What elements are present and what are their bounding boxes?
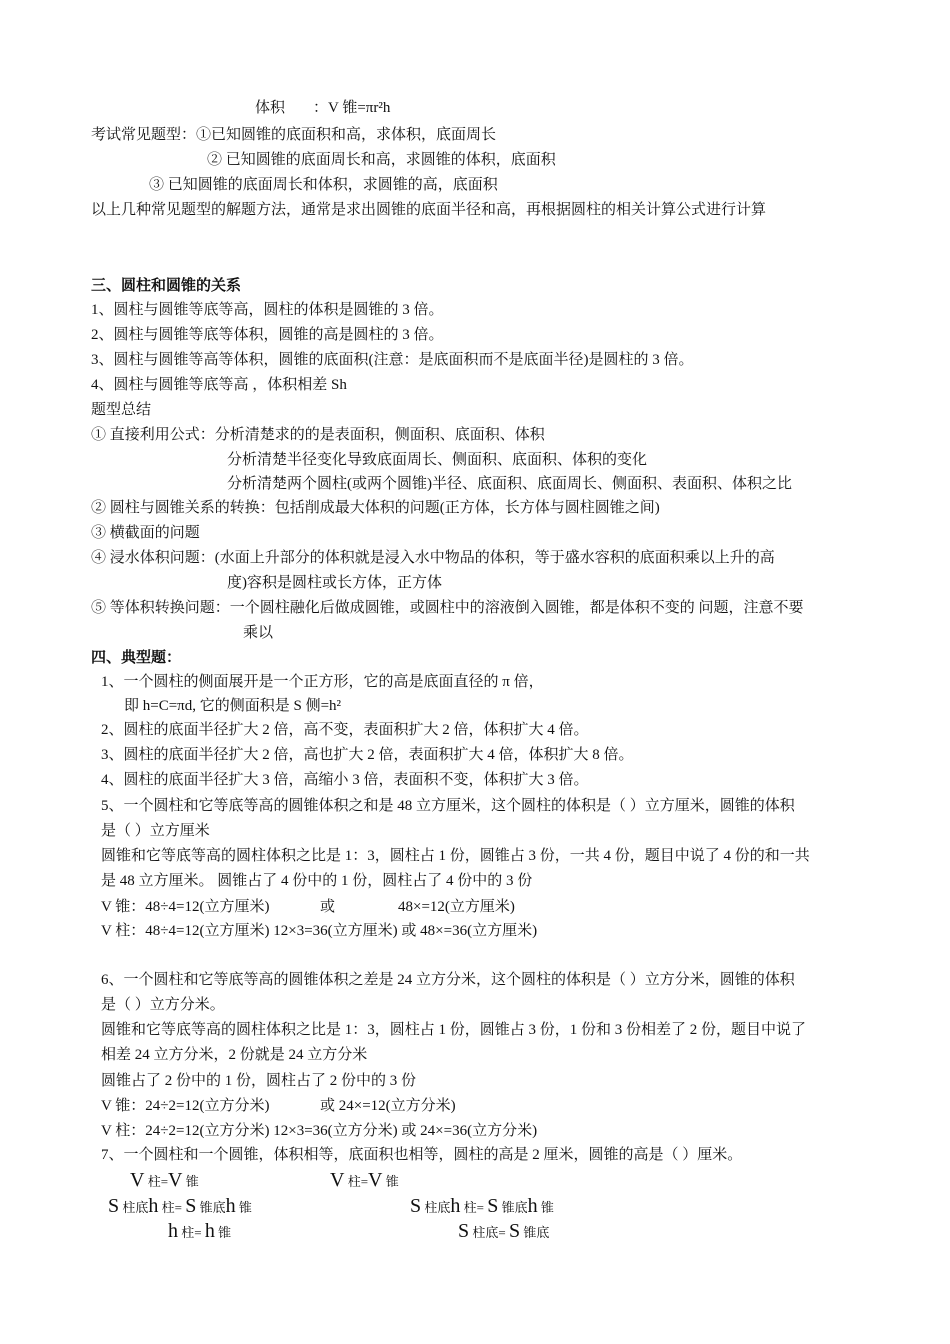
volume-formula: [255, 98, 390, 118]
problem-6e: 圆锥占了 2 份中的 1 份，圆柱占了 2 份中的 3 份: [101, 1073, 417, 1089]
sym: h: [225, 1195, 236, 1217]
problem-7: 7、一个圆柱和一个圆锥，体积相等，底面积也相等，圆柱的高是 2 厘米，圆锥的高是（ ）厘米。: [101, 1147, 743, 1163]
sub: 柱=: [344, 1174, 369, 1189]
deriv-left-row-3: [168, 1221, 231, 1243]
problem-5e-alt: 48×=12(立方厘米): [398, 899, 515, 915]
deriv-right-row-1: [330, 1170, 399, 1192]
summary-1c: 分析清楚两个圆柱(或两个圆锥)半径、底面积、底面周长、侧面积、表面积、体积之比: [227, 476, 792, 492]
problem-5e-or: 或: [320, 899, 336, 915]
exam-q1: ①已知圆锥的底面积和高，求体积，底面周长: [196, 127, 497, 143]
sub: 柱底: [119, 1200, 149, 1215]
problem-5c: 圆锥和它等底等高的圆柱体积之比是 1：3，圆柱占 1 份，圆锥占 3 份，一共 4 份，题目中说了 4 份的和一共: [101, 848, 810, 864]
problem-6b: 是（ ）立方分米。: [101, 997, 225, 1013]
sym: h: [204, 1220, 215, 1242]
problem-5d: 是 48 立方厘米。 圆锥占了 4 份中的 1 份，圆柱占了 4 份中的 3 份: [101, 873, 533, 889]
deriv-left-row-2: [108, 1196, 252, 1218]
exam-question-3: ③ 已知圆锥的底面周长和体积，求圆锥的高，底面积: [149, 177, 498, 193]
formula-colon: ：: [313, 100, 329, 116]
sub: 柱=: [178, 1225, 205, 1240]
sub: 锥底: [498, 1200, 528, 1215]
sym: S: [108, 1195, 120, 1217]
problem-1a: 1、一个圆柱的侧面展开是一个正方形，它的高是底面直径的 π 倍，: [101, 674, 544, 690]
sym: V: [368, 1169, 383, 1191]
relation-4: 4、圆柱与圆锥等底等高 ，体积相差 Sh: [91, 377, 347, 393]
exam-method: 以上几种常见题型的解题方法，通常是求出圆锥的底面半径和高，再根据圆柱的相关计算公式进行计算: [91, 202, 767, 218]
problem-6c: 圆锥和它等底等高的圆柱体积之比是 1：3，圆柱占 1 份，圆锥占 3 份，1 份和 3 份相差了 2 份，题目中说了: [101, 1022, 807, 1038]
sym: S: [508, 1220, 521, 1242]
problem-5b: 是（ ）立方厘米: [101, 823, 210, 839]
sub: 柱底: [421, 1200, 451, 1215]
problem-6d: 相差 24 立方分米，2 份就是 24 立方分米: [101, 1047, 368, 1063]
relation-2: 2、圆柱与圆锥等底等体积，圆锥的高是圆柱的 3 倍。: [91, 327, 444, 343]
section-3-title: 三、圆柱和圆锥的关系: [91, 278, 242, 294]
problem-6g: V 柱：24÷2=12(立方分米) 12×3=36(立方分米) 或 24×=36(立方分米): [101, 1123, 538, 1139]
problem-6f: V 锥：24÷2=12(立方分米): [101, 1098, 270, 1114]
problem-5e: [101, 897, 270, 917]
relation-1: 1、圆柱与圆锥等底等高，圆柱的体积是圆锥的 3 倍。: [91, 302, 444, 318]
sym: S: [487, 1195, 499, 1217]
summary-3: ③ 横截面的问题: [91, 525, 200, 541]
formula-label: 体积: [255, 100, 286, 116]
sym: h: [148, 1195, 159, 1217]
sym: S: [458, 1220, 470, 1242]
deriv-right-row-3: [458, 1221, 549, 1243]
summary-title: 题型总结: [91, 402, 152, 418]
sub: 柱=: [158, 1200, 186, 1215]
sym: S: [410, 1195, 422, 1217]
summary-1b: 分析清楚半径变化导致底面周长、侧面积、底面积、体积的变化: [227, 452, 648, 468]
summary-4b: 度)容积是圆柱或长方体，正方体: [227, 575, 442, 591]
sub: 锥底: [196, 1200, 226, 1215]
sub: 柱=: [460, 1200, 488, 1215]
sub: 柱底=: [469, 1225, 509, 1240]
sym: V: [330, 1169, 345, 1191]
problem-1b: 即 h=C=πd, 它的侧面积是 S 侧=h²: [124, 698, 342, 714]
problem-6a: 6、一个圆柱和它等底等高的圆锥体积之差是 24 立方分米，这个圆柱的体积是（ ）立方分米，圆锥的体积: [101, 972, 795, 988]
sym: S: [185, 1195, 197, 1217]
summary-5a: ⑤ 等体积转换问题：一个圆柱融化后做成圆锥，或圆柱中的溶液倒入圆锥，都是体积不变的 问题，注意不要: [91, 600, 804, 616]
sub: 锥: [182, 1174, 199, 1189]
problem-5e-cone: V 锥：48÷4=12(立方厘米): [101, 899, 270, 915]
exam-question-1: [91, 125, 496, 145]
sym: V: [130, 1169, 145, 1191]
sym: h: [450, 1195, 461, 1217]
summary-1: [91, 425, 545, 445]
sub: 锥: [382, 1174, 399, 1189]
problem-2: 2、圆柱的底面半径扩大 2 倍，高不变，表面积扩大 2 倍，体积扩大 4 倍。: [101, 722, 589, 738]
problem-4: 4、圆柱的底面半径扩大 3 倍，高缩小 3 倍，表面积不变，体积扩大 3 倍。: [101, 772, 589, 788]
deriv-right-row-2: [410, 1196, 554, 1218]
summary-5b: 乘以: [243, 625, 274, 641]
summary-1-lead: ① 直接利用公式：: [91, 427, 215, 443]
summary-1a: 分析清楚求的的是表面积，侧面积、底面积、体积: [214, 427, 545, 443]
deriv-left-row-1: [130, 1170, 199, 1192]
sub: 锥: [235, 1200, 252, 1215]
sub: 锥底: [520, 1225, 550, 1240]
sub: 柱=: [144, 1174, 169, 1189]
formula-text: V 锥=πr²h: [328, 100, 391, 116]
exam-question-2: ② 已知圆锥的底面周长和高，求圆锥的体积，底面积: [207, 152, 556, 168]
sym: h: [168, 1220, 178, 1242]
problem-3: 3、圆柱的底面半径扩大 2 倍，高也扩大 2 倍，表面积扩大 4 倍，体积扩大 8 倍。: [101, 747, 634, 763]
problem-5f: V 柱：48÷4=12(立方厘米) 12×3=36(立方厘米) 或 48×=36(立方厘米): [101, 923, 538, 939]
summary-4a: ④ 浸水体积问题：(水面上升部分的体积就是浸入水中物品的体积，等于盛水容积的底面积乘以上升的高: [91, 550, 775, 566]
problem-6f-alt: 或 24×=12(立方分米): [320, 1098, 456, 1114]
relation-3: 3、圆柱与圆锥等高等体积，圆锥的底面积(注意：是底面积而不是底面半径)是圆柱的 3 倍。: [91, 352, 694, 368]
sym: h: [527, 1195, 538, 1217]
summary-2: ② 圆柱与圆锥关系的转换：包括削成最大体积的问题(正方体，长方体与圆柱圆锥之间): [91, 500, 660, 516]
sym: V: [168, 1169, 183, 1191]
problem-5a: 5、一个圆柱和它等底等高的圆锥体积之和是 48 立方厘米，这个圆柱的体积是（ ）立方厘米，圆锥的体积: [101, 798, 795, 814]
section-4-title: 四、典型题：: [91, 650, 182, 666]
sub: 锥: [537, 1200, 554, 1215]
sub: 锥: [214, 1225, 232, 1240]
exam-lead: 考试常见题型：: [91, 127, 197, 143]
